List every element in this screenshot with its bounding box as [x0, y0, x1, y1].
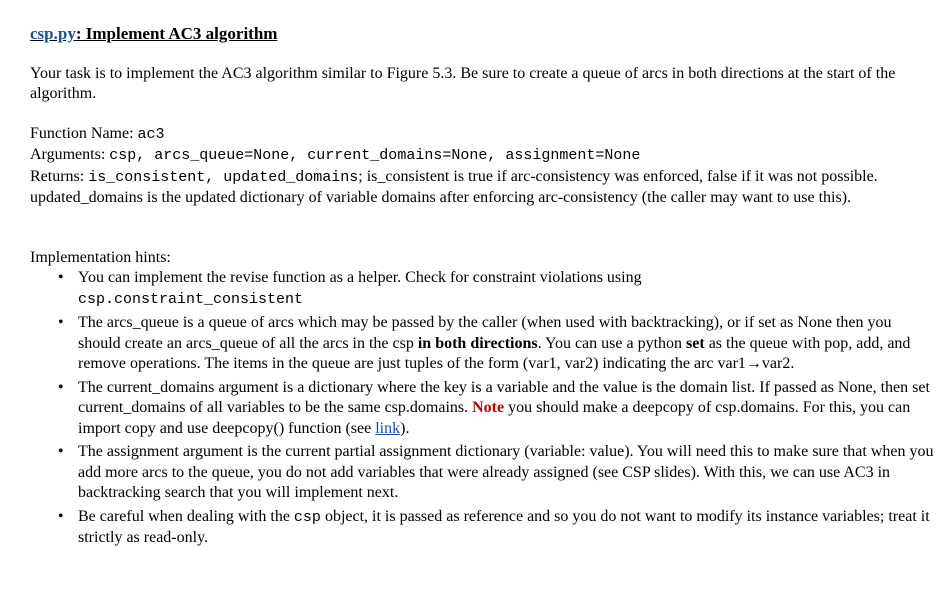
returns-paragraph [30, 167, 930, 208]
bullet-icon: • [58, 314, 64, 331]
hints-title: Implementation hints: [30, 249, 171, 266]
hint-text: The current_domains argument is a dictionary where the key is a variable and the value is the domain list. If passed as None, then set current_domains of all variables to be the same csp.domains. [78, 378, 930, 416]
hint-text: You can implement the revise function as a helper. Check for constraint violations using [78, 269, 642, 286]
function-name-value: ac3 [137, 126, 165, 143]
hint-text: Be careful when dealing with the [78, 507, 294, 525]
hints-list [30, 268, 935, 552]
hint-text: The arcs_queue is a queue of arcs which may be passed by the caller (when used with backtracking), or if set as None then you should create an arcs_queue of all the arcs in the csp [78, 314, 892, 352]
arguments-value: csp, arcs_queue=None, current_domains=None, assignment=None [109, 147, 641, 164]
file-name-link[interactable]: csp.py [30, 24, 76, 43]
hint-bold: set [686, 334, 705, 352]
returns-label: Returns: [30, 168, 89, 185]
hint-text: as the queue with pop, add, and remove operations. The items in the queue are just tuples of the form (var1, var2) indicating the arc var1→var2. [78, 334, 911, 372]
list-item [30, 507, 935, 549]
note-label: Note [472, 399, 505, 416]
returns-description: ; is_consistent is true if arc-consistency was enforced, false if it was not possible. updated_domains is the updated dictionary of variable domains after enforcing arc-consistency (the caller may want to use this). [30, 168, 878, 206]
returns-code: is_consistent, updated_domains [88, 169, 359, 186]
hint-bold: in both directions [417, 334, 538, 352]
arguments-line [30, 145, 930, 166]
hint-text: ). [400, 419, 410, 437]
bullet-icon: • [58, 378, 64, 396]
function-name-line [30, 124, 930, 145]
hint-code: csp [293, 508, 321, 526]
section-heading [30, 24, 277, 44]
heading-title: : Implement AC3 algorithm [75, 24, 278, 43]
list-item [30, 268, 935, 310]
hint-text: you should make a deepcopy of csp.domains. For this, you can import copy and use deepcopy() function (see [78, 399, 911, 437]
hint-text: object, it is passed as reference and so you do not want to modify its instance variables; treat it strictly as read-only. [78, 507, 930, 546]
hint-text: . You can use a python [537, 334, 687, 352]
list-item [30, 378, 935, 440]
arguments-label: Arguments: [30, 146, 110, 163]
list-item [30, 442, 935, 504]
deepcopy-link[interactable]: link [375, 419, 401, 437]
intro-paragraph: Your task is to implement the AC3 algorithm similar to Figure 5.3. Be sure to create a queue of arcs in both directions at the start of the algorithm. [30, 65, 896, 102]
bullet-icon: • [58, 507, 64, 525]
hint-code: csp.constraint_consistent [78, 290, 304, 308]
bullet-icon: • [58, 443, 64, 460]
hint-text: The assignment argument is the current partial assignment dictionary (variable: value). You will need this to make sure that when you add more arcs to the queue, you do not add variables that were already assigned (see CSP slides). With this, we can use AC3 in backtracking search that you will implement next. [78, 443, 934, 501]
list-item [30, 313, 935, 375]
bullet-icon: • [58, 269, 64, 286]
function-name-label: Function Name: [30, 125, 138, 142]
